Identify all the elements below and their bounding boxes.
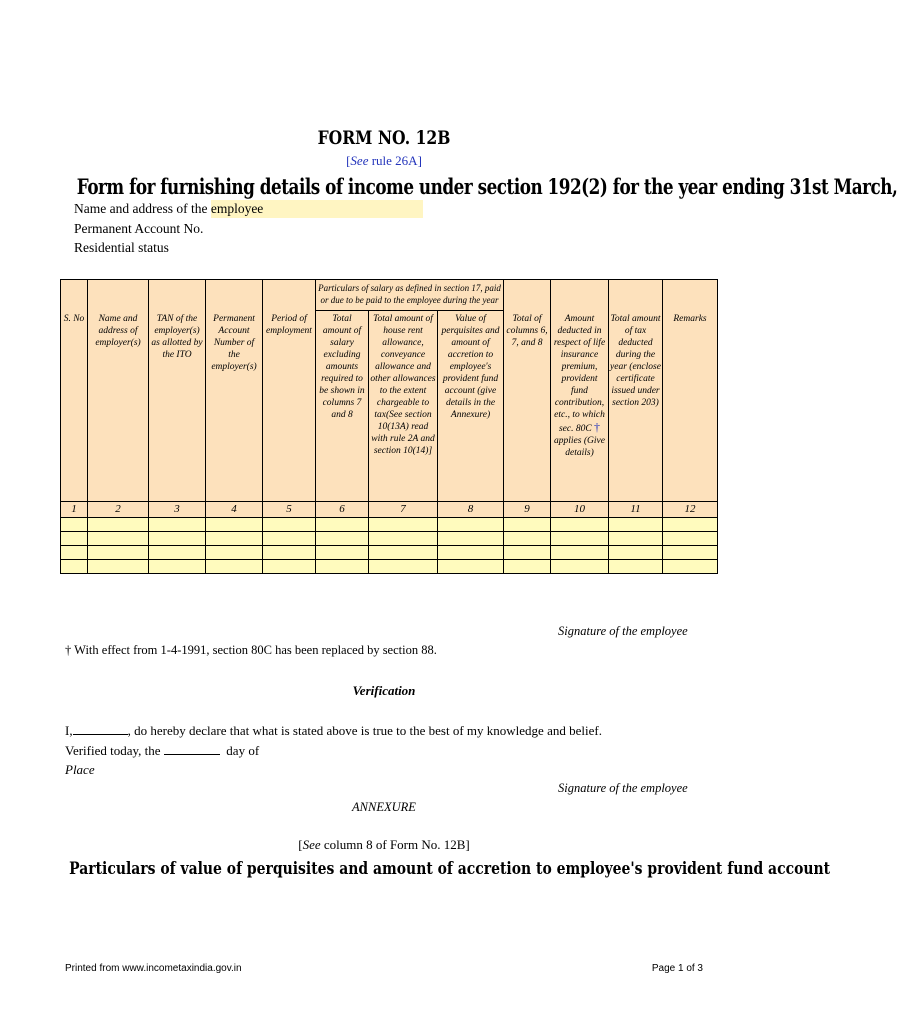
declaration-line: [65, 722, 602, 739]
col-num: 4: [206, 502, 263, 518]
form-number: FORM NO. 12B: [317, 127, 451, 149]
rule-reference: [0, 153, 768, 169]
header-period: Period of employment: [263, 280, 316, 502]
annexure-ref-text: column 8 of Form No. 12B]: [323, 837, 470, 852]
table-cell[interactable]: [504, 546, 551, 560]
col-num: 5: [263, 502, 316, 518]
header-deduction-applies: applies (Give details): [554, 436, 605, 458]
footnote: † With effect from 1-4-1991, section 80C has been replaced by section 88.: [65, 643, 437, 657]
declaration-text: , do hereby declare that what is stated above is true to the best of my knowledge and belief.: [127, 723, 602, 738]
table-cell[interactable]: [551, 546, 609, 560]
header-salary-group: Particulars of salary as defined in section 17, paid or due to be paid to the employee during the year: [316, 280, 504, 311]
column-number-row: [61, 502, 718, 518]
table-cell[interactable]: [88, 546, 149, 560]
table-row[interactable]: [61, 518, 718, 532]
declaration-prefix: I,: [65, 723, 73, 738]
table-cell[interactable]: [609, 560, 663, 574]
table-cell[interactable]: [663, 546, 718, 560]
table-row[interactable]: [61, 546, 718, 560]
header-total-6-7-8: Total of columns 6, 7, and 8: [504, 280, 551, 502]
header-deduction-text: Amount deducted in respect of life insurance premium, provident fund contribution, etc., to which sec. 80C: [553, 314, 606, 434]
col-num: 3: [149, 502, 206, 518]
annexure-title: Particulars of value of perquisites and amount of accretion to employee's provident fund account: [69, 859, 831, 879]
see-word: See: [302, 837, 321, 852]
table-cell[interactable]: [88, 518, 149, 532]
table-cell[interactable]: [149, 532, 206, 546]
table-cell[interactable]: [88, 532, 149, 546]
table-cell[interactable]: [61, 560, 88, 574]
residential-status-label: Residential status: [74, 240, 169, 255]
table-cell[interactable]: [263, 532, 316, 546]
table-cell[interactable]: [149, 560, 206, 574]
header-perquisites: Value of perquisites and amount of accretion to employee's provident fund account (give details in the Annexure): [438, 311, 504, 502]
table-cell[interactable]: [316, 532, 369, 546]
header-employer-pan: Permanent Account Number of the employer(s): [206, 280, 263, 502]
header-deduction-80c: [551, 280, 609, 502]
verified-suffix: day of: [226, 743, 260, 758]
table-cell[interactable]: [663, 560, 718, 574]
table-cell[interactable]: [263, 560, 316, 574]
annexure-reference: [0, 837, 768, 853]
col-num: 2: [88, 502, 149, 518]
rule-bracket: [: [346, 153, 351, 168]
table-cell[interactable]: [263, 518, 316, 532]
col-num: 7: [369, 502, 438, 518]
header-employer-name: Name and address of employer(s): [88, 280, 149, 502]
table-cell[interactable]: [149, 518, 206, 532]
table-cell[interactable]: [316, 560, 369, 574]
col-num: 12: [663, 502, 718, 518]
table-cell[interactable]: [61, 532, 88, 546]
table-row[interactable]: [61, 532, 718, 546]
table-cell[interactable]: [609, 532, 663, 546]
salary-details-table: [60, 279, 718, 574]
pan-label: Permanent Account No.: [74, 221, 204, 236]
table-cell[interactable]: [61, 546, 88, 560]
table-cell[interactable]: [438, 546, 504, 560]
table-cell[interactable]: [504, 518, 551, 532]
table-cell[interactable]: [369, 518, 438, 532]
table-cell[interactable]: [438, 518, 504, 532]
verified-line: [65, 742, 259, 759]
header-tax-deducted: Total amount of tax deducted during the year (enclose certificate issued under section 203): [609, 280, 663, 502]
verification-heading: Verification: [352, 683, 416, 698]
col-num: 11: [609, 502, 663, 518]
header-remarks: Remarks: [663, 280, 718, 502]
table-cell[interactable]: [369, 546, 438, 560]
table-cell[interactable]: [369, 560, 438, 574]
verified-prefix: Verified today, the: [65, 743, 161, 758]
table-cell[interactable]: [206, 546, 263, 560]
annexure-ref-bracket: [: [298, 837, 303, 852]
col-num: 1: [61, 502, 88, 518]
employee-name-label: Name and address of the employee: [74, 201, 264, 216]
footer-source: Printed from www.incometaxindia.gov.in: [65, 963, 242, 974]
table-cell[interactable]: [88, 560, 149, 574]
col-num: 8: [438, 502, 504, 518]
table-cell[interactable]: [551, 532, 609, 546]
table-cell[interactable]: [438, 560, 504, 574]
col-num: 10: [551, 502, 609, 518]
table-cell[interactable]: [609, 546, 663, 560]
table-cell[interactable]: [663, 532, 718, 546]
table-cell[interactable]: [551, 560, 609, 574]
table-row[interactable]: [61, 560, 718, 574]
table-cell[interactable]: [551, 518, 609, 532]
header-allowances: Total amount of house rent allowance, conveyance allowance and other allowances to the extent chargeable to tax(See section 10(13A) read with rule 2A and section 10(14)]: [369, 311, 438, 502]
annexure-heading: ANNEXURE: [352, 800, 416, 814]
table-header-row: [61, 280, 718, 311]
table-cell[interactable]: [504, 560, 551, 574]
table-cell[interactable]: [206, 560, 263, 574]
table-cell[interactable]: [316, 546, 369, 560]
rule-text: rule 26A]: [371, 153, 422, 168]
table-cell[interactable]: [149, 546, 206, 560]
place-label: Place: [65, 762, 95, 777]
signature-label: Signature of the employee: [558, 624, 688, 638]
page-number: Page 1 of 3: [651, 963, 703, 974]
signature-label: Signature of the employee: [558, 781, 688, 795]
table-cell[interactable]: [663, 518, 718, 532]
dagger-mark: †: [594, 420, 601, 434]
verified-date-blank[interactable]: [164, 742, 220, 755]
form-title: Form for furnishing details of income under section 192(2) for the year ending 31st March,: [76, 174, 897, 199]
table-cell[interactable]: [504, 532, 551, 546]
table-cell[interactable]: [206, 518, 263, 532]
table-cell[interactable]: [316, 518, 369, 532]
see-word: See: [350, 153, 369, 168]
header-s-no: S. No: [61, 280, 88, 502]
col-num: 6: [316, 502, 369, 518]
header-salary-amount: Total amount of salary excluding amounts required to be shown in columns 7 and 8: [316, 311, 369, 502]
declarant-name-blank[interactable]: [73, 722, 128, 735]
header-tan: TAN of the employer(s) as allotted by the ITO: [149, 280, 206, 502]
table-cell[interactable]: [263, 546, 316, 560]
col-num: 9: [504, 502, 551, 518]
table-cell[interactable]: [206, 532, 263, 546]
table-cell[interactable]: [369, 532, 438, 546]
table-cell[interactable]: [609, 518, 663, 532]
table-cell[interactable]: [61, 518, 88, 532]
table-cell[interactable]: [438, 532, 504, 546]
